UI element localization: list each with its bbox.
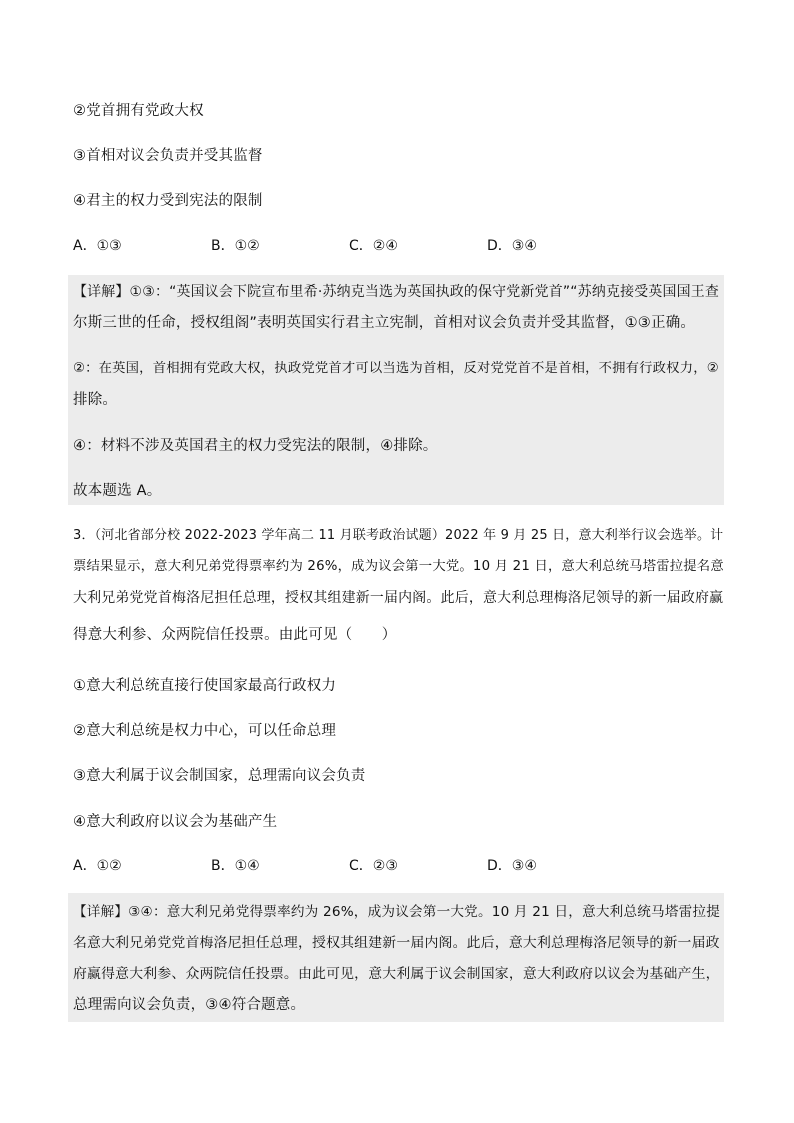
q3-statement-2: ②意大利总统是权力中心，可以任命总理 — [73, 723, 337, 739]
q2-explanation-box — [68, 275, 724, 505]
q2-statement-4: ④君主的权力受到宪法的限制 — [73, 193, 263, 209]
q2-explanation-line: ②：在英国，首相拥有党政大权，执政党党首才可以当选为首相，反对党党首不是首相，不拥有行政权力，② — [73, 361, 719, 376]
q3-stem-line: 票结果显示，意大利兄弟党得票率约为 26%，成为议会第一大党。10 月 21 日，意大利总统马塔雷拉提名意 — [73, 559, 724, 574]
q2-option-b: B．①② — [211, 238, 260, 254]
q2-statement-2: ②党首拥有党政大权 — [73, 103, 204, 119]
q3-option-a: A．①② — [73, 858, 122, 874]
q3-stem-line: 3．（河北省部分校 2022-2023 学年高二 11 月联考政治试题）2022 年 9 月 25 日，意大利举行议会选举。计 — [73, 528, 724, 543]
q2-statement-3: ③首相对议会负责并受其监督 — [73, 148, 263, 164]
q2-options — [73, 236, 633, 256]
q3-stem-line: 大利兄弟党党首梅洛尼担任总理，授权其组建新一届内阁。此后，意大利总理梅洛尼领导的新一届政府赢 — [73, 590, 724, 606]
q3-stem-line: 得意大利参、众两院信任投票。由此可见（ ） — [73, 627, 397, 643]
q2-explanation-line: 尔斯三世的任命，授权组阁”表明英国实行君主立宪制，首相对议会负责并受其监督，①③正确。 — [73, 315, 696, 331]
q3-statement-4: ④意大利政府以议会为基础产生 — [73, 814, 278, 830]
q2-explanation-line: 排除。 — [73, 392, 118, 408]
q3-option-b: B．①④ — [211, 858, 260, 874]
q3-explanation-line: 名意大利兄弟党党首梅洛尼担任总理，授权其组建新一届内阁。此后，意大利总理梅洛尼领导的新一届政 — [73, 935, 720, 951]
q3-option-d: D．③④ — [487, 858, 537, 874]
q3-statement-3: ③意大利属于议会制国家，总理需向议会负责 — [73, 768, 366, 784]
q3-option-c: C．②③ — [349, 858, 398, 874]
q2-option-d: D．③④ — [487, 238, 537, 254]
q3-explanation-box — [68, 893, 724, 1022]
q2-answer: 故本题选 A。 — [73, 483, 162, 499]
q2-option-a: A．①③ — [73, 238, 122, 254]
q2-option-c: C．②④ — [349, 238, 398, 254]
q3-explanation-line: 【详解】③④：意大利兄弟党得票率约为 26%，成为议会第一大党。10 月 21 日，意大利总统马塔雷拉提 — [73, 904, 721, 920]
q3-explanation-line: 府赢得意大利参、众两院信任投票。由此可见，意大利属于议会制国家，意大利政府以议会为基础产生， — [73, 966, 720, 982]
q3-statement-1: ①意大利总统直接行使国家最高行政权力 — [73, 678, 337, 694]
q3-explanation-line: 总理需向议会负责，③④符合题意。 — [73, 997, 306, 1013]
q2-explanation-line: 【详解】①③：“英国议会下院宣布里希·苏纳克当选为英国执政的保守党新党首”“苏纳克接受英国国王查 — [73, 284, 720, 300]
q3-options — [73, 856, 633, 876]
q2-explanation-line: ④：材料不涉及英国君主的权力受宪法的限制，④排除。 — [73, 438, 438, 454]
